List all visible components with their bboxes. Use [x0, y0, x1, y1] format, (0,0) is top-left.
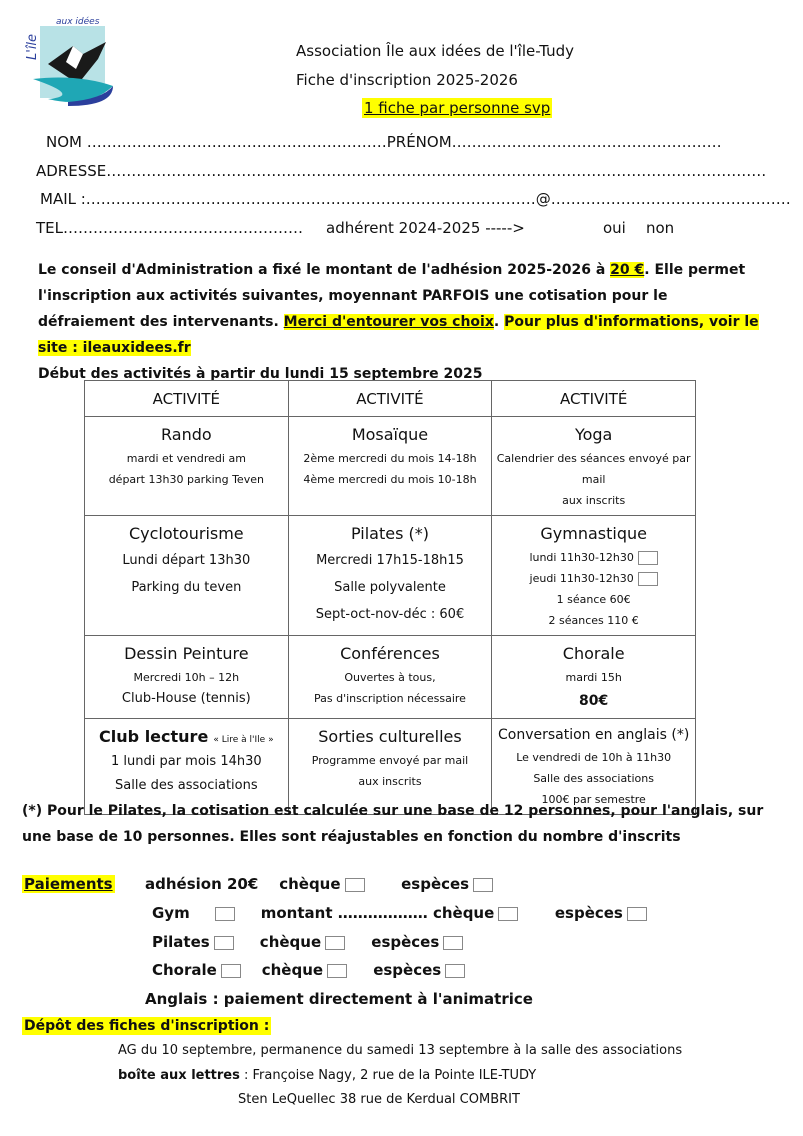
activity-rando[interactable]	[85, 417, 289, 516]
label: espèces	[401, 875, 470, 893]
address: : Françoise Nagy, 2 rue de la Pointe ILE-TUDY	[239, 1068, 537, 1083]
activity-title: Cyclotourisme	[128, 524, 244, 543]
gym-cheque-checkbox[interactable]	[498, 907, 518, 921]
depot-line-3: Sten LeQuellec 38 rue de Kerdual COMBRIT	[238, 1092, 520, 1107]
label: Gym	[152, 904, 190, 922]
activity-title: Dessin Peinture	[124, 644, 249, 663]
gym-checkbox[interactable]	[215, 907, 235, 921]
payment-anglais: Anglais : paiement directement à l'animatrice	[145, 990, 533, 1008]
label: espèces	[554, 904, 623, 922]
activity-detail: mardi 15h	[565, 671, 622, 684]
activity-detail: Calendrier des séances envoyé par mail	[496, 452, 691, 486]
activity-detail: Ouvertes à tous,	[344, 671, 436, 684]
label: chèque	[261, 961, 324, 979]
separator: .	[493, 314, 505, 330]
activity-detail: lundi 11h30-12h30	[529, 551, 634, 564]
activity-detail: aux inscrits	[562, 494, 626, 507]
column-header: ACTIVITÉ	[288, 381, 492, 417]
activity-title: Yoga	[574, 425, 613, 444]
association-logo	[25, 14, 143, 112]
website-note: Pour plus d'informations, voir le site : ileauxidees.fr	[38, 314, 759, 356]
circle-choices-note: Merci d'entourer vos choix	[283, 314, 494, 330]
activity-gymnastique[interactable]	[492, 516, 696, 636]
activity-title: Sorties culturelles	[318, 727, 462, 746]
pilates-especes-checkbox[interactable]	[443, 936, 463, 950]
header-note: 1 fiche par personne svp	[364, 99, 551, 117]
activity-detail: Parking du teven	[131, 580, 242, 595]
activity-detail: aux inscrits	[358, 775, 422, 788]
label: espèces	[373, 961, 442, 979]
column-header: ACTIVITÉ	[492, 381, 696, 417]
activity-detail: Sept-oct-nov-déc : 60€	[315, 607, 465, 622]
activity-detail: Le vendredi de 10h à 11h30	[516, 751, 672, 764]
pilates-cheque-checkbox[interactable]	[325, 936, 345, 950]
depot-line-1: AG du 10 septembre, permanence du samedi 13 septembre à la salle des associations	[118, 1043, 683, 1058]
activity-detail: départ 13h30 parking Teven	[108, 473, 264, 486]
svg-text:aux idées: aux idées	[56, 17, 100, 27]
payment-gym	[152, 904, 647, 922]
activity-detail: mardi et vendredi am	[126, 452, 246, 465]
activity-detail: Club-House (tennis)	[121, 691, 251, 706]
footnote: (*) Pour le Pilates, la cotisation est calculée sur une base de 12 personnes, pour l'anglais, sur une base de 10 personnes. Elles sont réajustables en fonction du nombre d'inscrits	[22, 803, 764, 845]
activity-detail: Salle des associations	[115, 778, 258, 793]
label: montant ……………… chèque	[260, 904, 495, 922]
activity-title: Club lecture	[99, 727, 209, 746]
activity-title: Pilates (*)	[350, 524, 429, 543]
activity-detail: Pas d'inscription nécessaire	[314, 692, 466, 705]
adhesion-especes-checkbox[interactable]	[473, 878, 493, 892]
activity-detail: 1 lundi par mois 14h30	[111, 754, 262, 769]
activity-title: Conversation en anglais (*)	[498, 727, 690, 743]
activity-title: Conférences	[340, 644, 440, 663]
activity-yoga[interactable]	[492, 417, 696, 516]
activity-detail: jeudi 11h30-12h30	[529, 572, 634, 585]
jeudi-checkbox[interactable]	[638, 572, 658, 586]
activity-title: Gymnastique	[540, 524, 647, 543]
activity-detail: 100€ par semestre	[541, 793, 646, 806]
payment-pilates	[152, 933, 463, 951]
activity-detail: 2 séances 110 €	[548, 614, 639, 627]
label: adhésion 20€	[145, 875, 259, 893]
tel-field[interactable]: TEL…………………………………………	[36, 219, 303, 237]
activity-detail: 2ème mercredi du mois 14-18h	[303, 452, 477, 465]
nom-field[interactable]: NOM ……………………………………………………PRÉNOM………………………………………………	[46, 133, 722, 151]
start-date: Début des activités à partir du lundi 15 septembre 2025	[38, 366, 483, 382]
activity-subtitle: « Lire à l'Ile »	[213, 735, 274, 745]
activity-conferences[interactable]	[288, 636, 492, 719]
activity-detail: Programme envoyé par mail	[311, 754, 469, 767]
label: boîte aux lettres	[118, 1068, 240, 1083]
activities-table	[84, 380, 696, 815]
activity-detail: Mercredi 10h – 12h	[133, 671, 240, 684]
adresse-field[interactable]: ADRESSE……………………………………………………………………………………………………………………	[36, 162, 767, 180]
oui-option[interactable]: oui	[603, 219, 626, 237]
intro-text: Le conseil d'Administration a fixé le montant de l'adhésion 2025-2026 à	[38, 262, 611, 278]
intro-paragraph	[38, 257, 768, 387]
adherent-label: adhérent 2024-2025 ----->	[326, 219, 525, 237]
activity-price: 80€	[579, 693, 609, 709]
activity-mosaique[interactable]	[288, 417, 492, 516]
chorale-checkbox[interactable]	[221, 964, 241, 978]
payment-adhesion	[145, 875, 493, 893]
activity-detail: 1 séance 60€	[556, 593, 631, 606]
header-subtitle: Fiche d'inscription 2025-2026	[296, 71, 518, 89]
activity-title: Mosaïque	[351, 425, 429, 444]
activity-detail: Salle des associations	[533, 772, 654, 785]
activity-detail: 4ème mercredi du mois 10-18h	[303, 473, 477, 486]
label: chèque	[259, 933, 322, 951]
label: Chorale	[152, 961, 217, 979]
activity-dessin-peinture[interactable]	[85, 636, 289, 719]
chorale-cheque-checkbox[interactable]	[327, 964, 347, 978]
depot-line-2	[118, 1068, 536, 1083]
activity-chorale[interactable]	[492, 636, 696, 719]
activity-title: Chorale	[562, 644, 625, 663]
column-header: ACTIVITÉ	[85, 381, 289, 417]
activity-pilates[interactable]	[288, 516, 492, 636]
membership-amount: 20 €	[610, 262, 645, 278]
header-title: Association Île aux idées de l'île-Tudy	[296, 42, 575, 60]
lundi-checkbox[interactable]	[638, 551, 658, 565]
mail-field[interactable]: MAIL :………………………………………………………………………………@…………………………………………	[40, 190, 791, 208]
activity-title: Rando	[161, 425, 212, 444]
label: Pilates	[152, 933, 210, 951]
activity-cyclotourisme[interactable]	[85, 516, 289, 636]
payment-chorale	[152, 961, 465, 979]
gym-especes-checkbox[interactable]	[627, 907, 647, 921]
non-option[interactable]: non	[646, 219, 675, 237]
label: chèque	[279, 875, 341, 893]
activity-detail: Lundi départ 13h30	[122, 553, 251, 568]
adhesion-cheque-checkbox[interactable]	[345, 878, 365, 892]
activity-detail: Mercredi 17h15-18h15	[316, 553, 464, 568]
depot-label: Dépôt des fiches d'inscription :	[24, 1018, 270, 1034]
svg-text:L'île: L'île	[25, 33, 40, 60]
pilates-checkbox[interactable]	[214, 936, 234, 950]
activity-detail: Salle polyvalente	[334, 580, 446, 595]
intro-text-2: . Elle permet l'inscription aux activités suivantes, moyennant PARFOIS une cotisation pour le défraiement des intervenants.	[38, 262, 746, 330]
payments-label: Paiements	[24, 875, 113, 893]
label: espèces	[371, 933, 440, 951]
chorale-especes-checkbox[interactable]	[445, 964, 465, 978]
